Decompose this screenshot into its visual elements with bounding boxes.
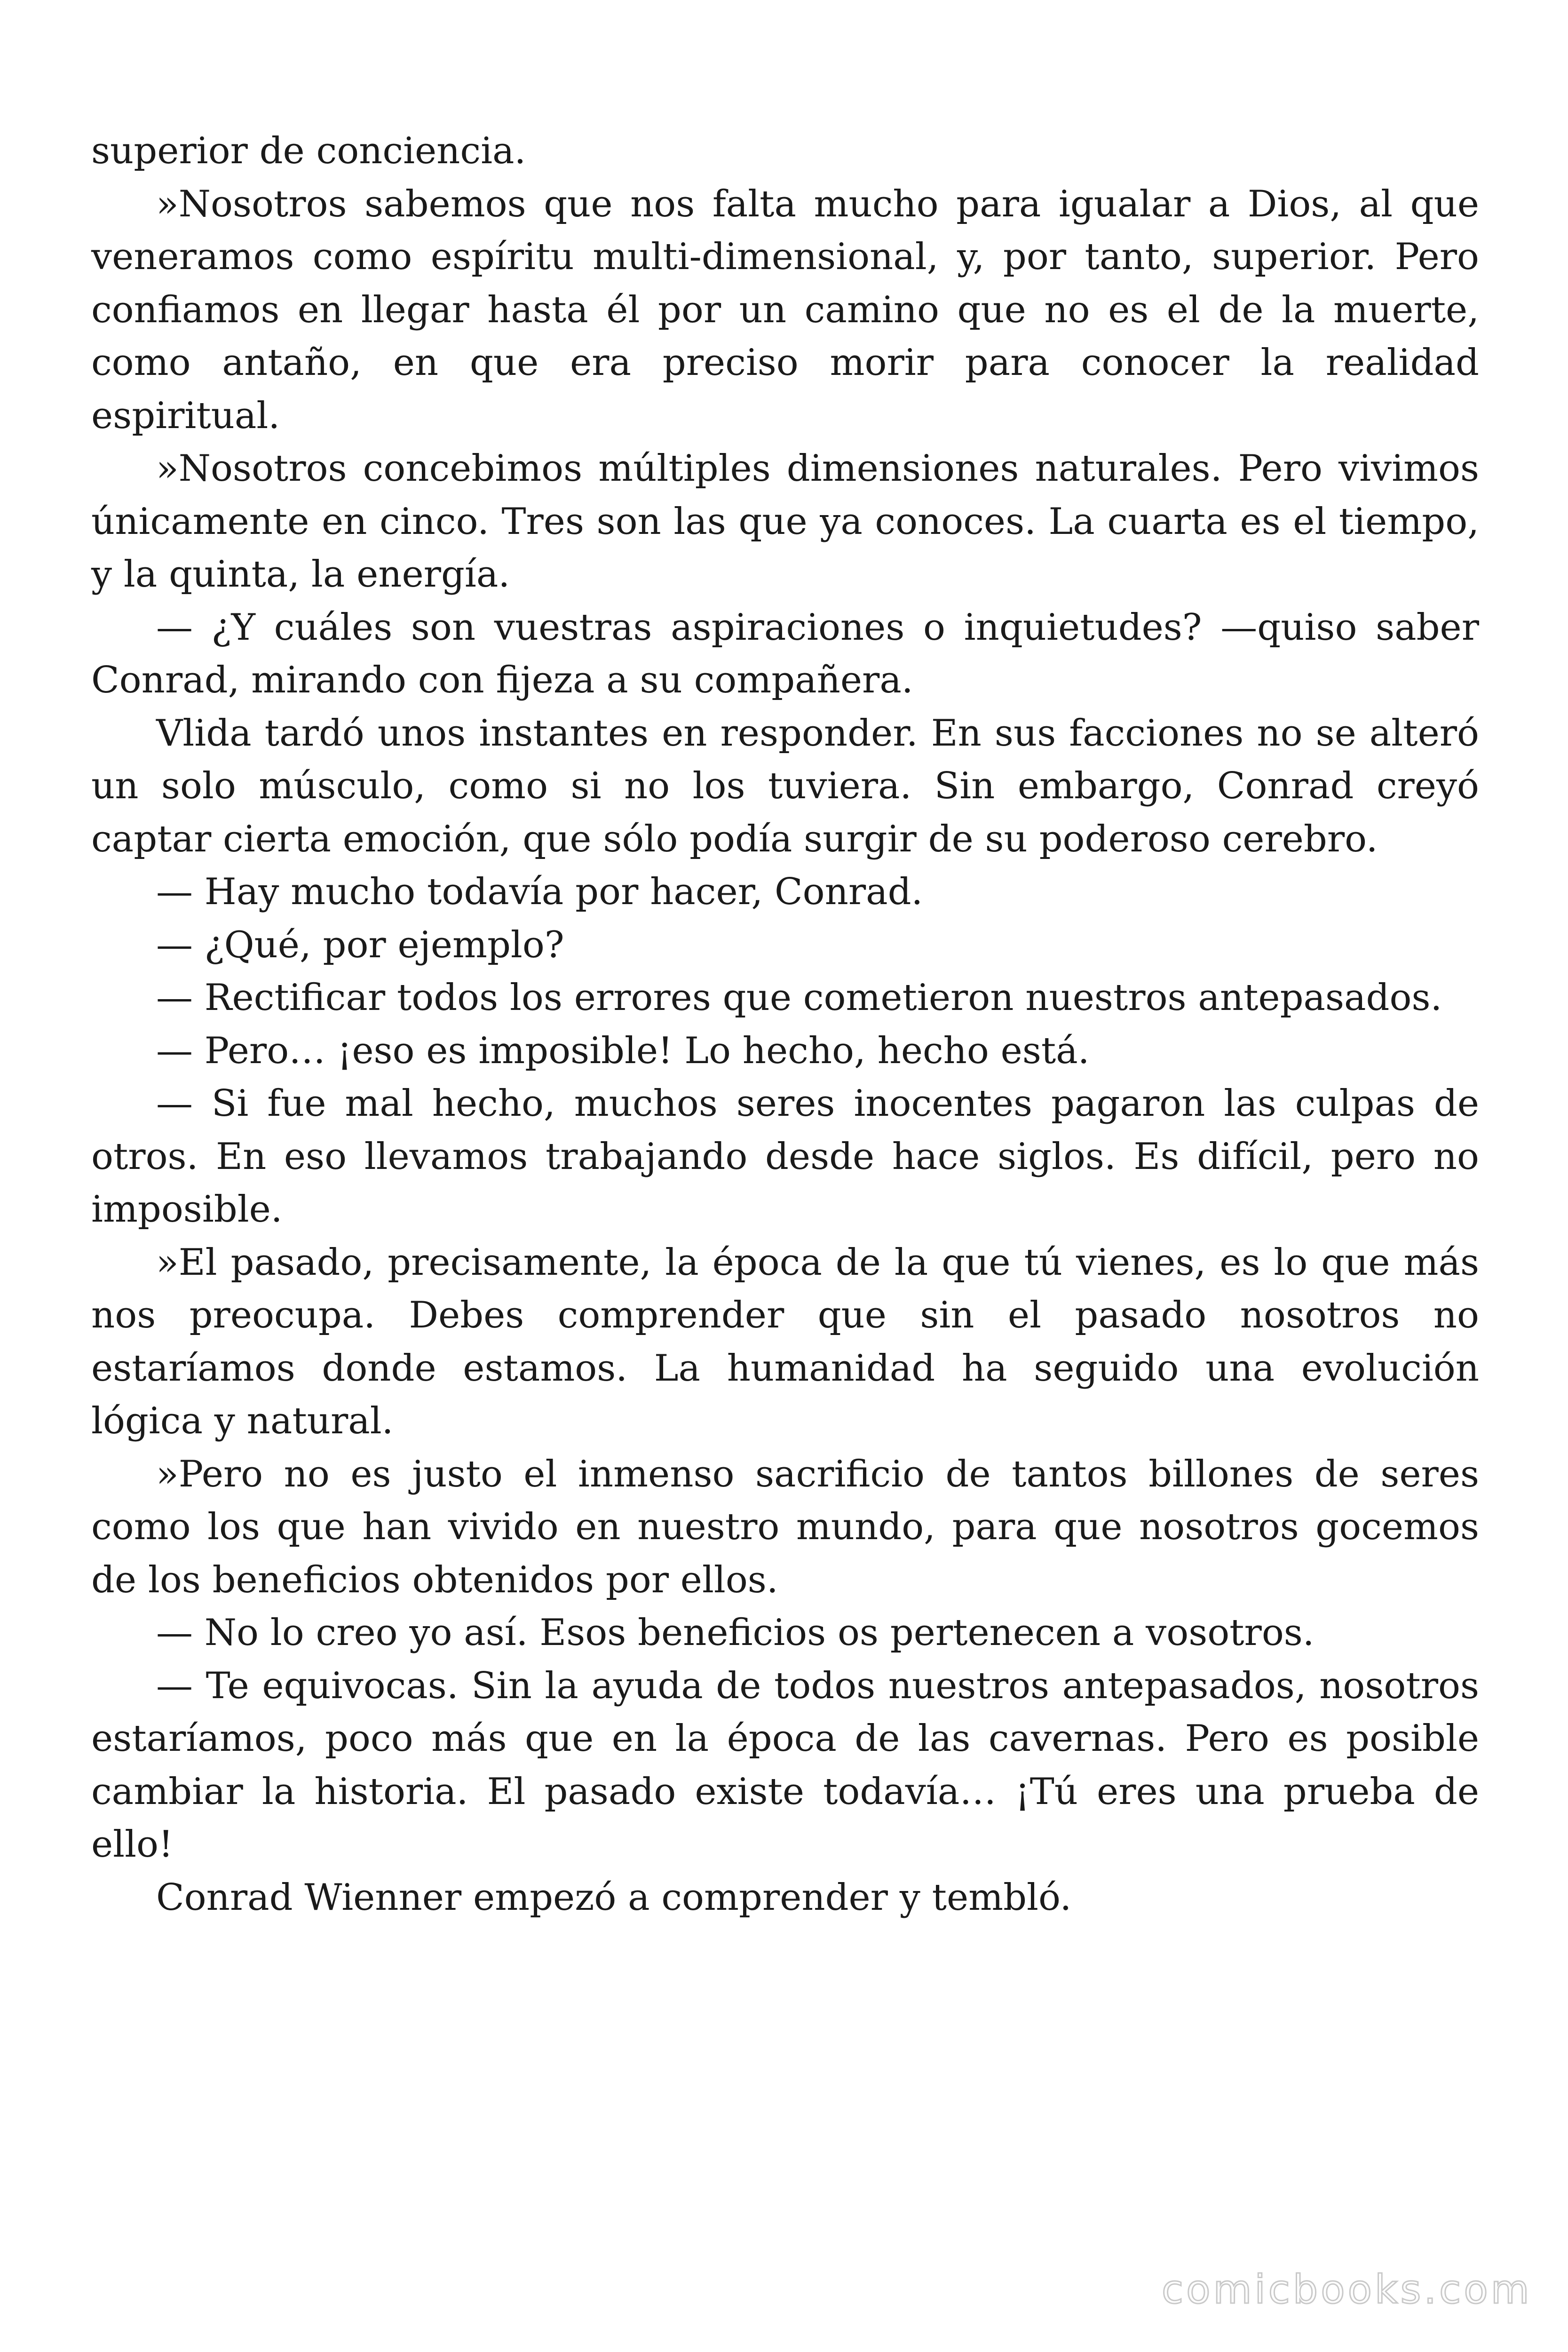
dialogue-line: — Hay mucho todavía por hacer, Conrad.: [156, 871, 923, 913]
paragraph: »Nosotros concebimos múltiples dimensiones naturales. Pero vivimos únicamente en cinco. Tres son las que ya conoces. La cuarta es el tiempo, y la quinta, la energía.: [91, 447, 1479, 596]
dialogue-line: — Pero… ¡eso es imposible! Lo hecho, hecho está.: [156, 1029, 1090, 1072]
paragraph: Vlida tardó unos instantes en responder. En sus facciones no se alteró un solo músculo, como si no los tuviera. Sin embargo, Conrad creyó captar cierta emoción, que sólo podía surgir de su poderoso cerebro.: [91, 712, 1479, 860]
dialogue-line: — ¿Qué, por ejemplo?: [156, 923, 564, 966]
dialogue-line: — Te equivocas. Sin la ayuda de todos nuestros antepasados, nosotros estaríamos, poco más que en la época de las cavernas. Pero es posible cambiar la historia. El pasado existe todavía… ¡Tú eres una prueba de ello!: [91, 1664, 1479, 1866]
page-body: [91, 125, 1479, 1924]
paragraph-final: Conrad Wienner empezó a comprender y tembló.: [156, 1876, 1072, 1919]
dialogue-line: — Rectificar todos los errores que cometieron nuestros antepasados.: [156, 977, 1442, 1019]
dialogue-line: — ¿Y cuáles son vuestras aspiraciones o inquietudes? —quiso saber Conrad, mirando con fijeza a su compañera.: [91, 606, 1479, 701]
dialogue-line: — No lo creo yo así. Esos beneficios os pertenecen a vosotros.: [156, 1612, 1315, 1654]
paragraph: »Pero no es justo el inmenso sacrificio de tantos billones de seres como los que han vivido en nuestro mundo, para que nosotros gocemos de los beneficios obtenidos por ellos.: [91, 1453, 1479, 1601]
dialogue-line: — Si fue mal hecho, muchos seres inocentes pagaron las culpas de otros. En eso llevamos trabajando desde hace siglos. Es difícil, pero no imposible.: [91, 1082, 1479, 1231]
watermark-logo: comicbooks.com: [1162, 2266, 1532, 2312]
paragraph: »El pasado, precisamente, la época de la que tú vienes, es lo que más nos preocupa. Debes comprender que sin el pasado nosotros no estaríamos donde estamos. La humanidad ha seguido una evolución lógica y natural.: [91, 1241, 1479, 1442]
paragraph: »Nosotros sabemos que nos falta mucho para igualar a Dios, al que veneramos como espíritu multi-dimensional, y, por tanto, superior. Pero confiamos en llegar hasta él por un camino que no es el de la muerte, como antaño, en que era preciso morir para conocer la realidad espiritual.: [91, 183, 1479, 437]
paragraph-continuation: superior de conciencia.: [91, 130, 526, 172]
